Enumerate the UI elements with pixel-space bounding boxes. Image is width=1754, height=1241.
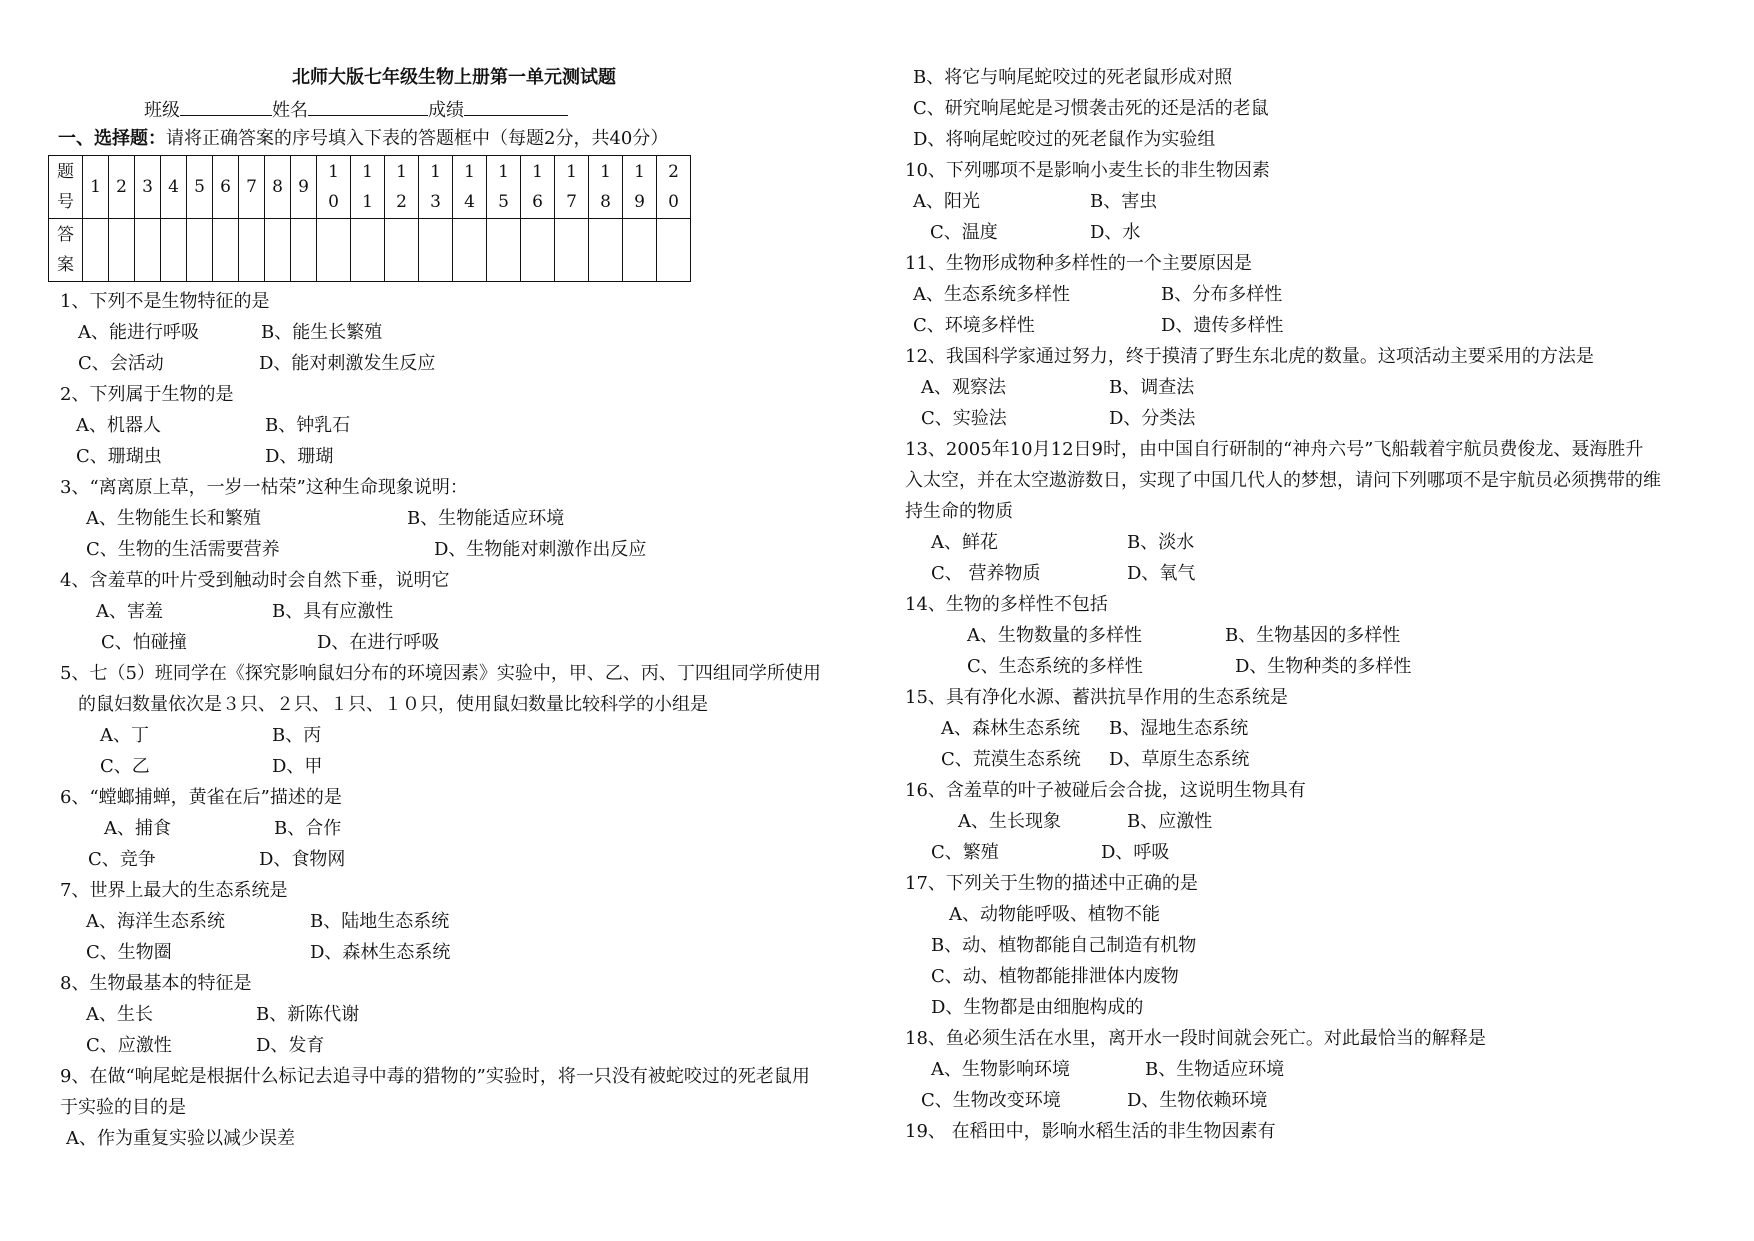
table-number-cell: 1 7 [555, 156, 589, 219]
score-label: 成绩 [428, 100, 464, 121]
option-text: C、荒漠生态系统 [941, 749, 1081, 770]
table-number-cell: 5 [187, 156, 213, 219]
option-text: D、生物种类的多样性 [1235, 656, 1412, 677]
option-text: B、合作 [274, 818, 342, 839]
option-text: C、生物的生活需要营养 [86, 539, 280, 560]
table-number-cell: 7 [239, 156, 265, 219]
table-number-cell: 9 [291, 156, 317, 219]
option-text: C、生态系统的多样性 [967, 656, 1143, 677]
option-text: D、能对刺激发生反应 [259, 353, 436, 374]
option-text: B、湿地生态系统 [1109, 718, 1249, 739]
section-instruction-text: 请将正确答案的序号填入下表的答题框中（每题2分，共40分） [166, 128, 669, 149]
student-info-row [144, 97, 568, 123]
section-instruction [58, 127, 668, 151]
option-text: A、生长现象 [958, 811, 1061, 832]
option-text: C、珊瑚虫 [76, 446, 162, 467]
answer-cell[interactable] [135, 219, 161, 282]
answer-cell[interactable] [623, 219, 657, 282]
table-number-cell: 1 8 [589, 156, 623, 219]
option-text: D、在进行呼吸 [317, 632, 440, 653]
answer-cell[interactable] [291, 219, 317, 282]
option-text: A、动物能呼吸、植物不能 [949, 904, 1160, 925]
table-number-cell: 1 0 [317, 156, 351, 219]
table-number-cell: 2 [109, 156, 135, 219]
option-text: D、森林生态系统 [310, 942, 451, 963]
option-text: B、丙 [272, 725, 322, 746]
option-text: C、环境多样性 [913, 315, 1035, 336]
option-text: A、海洋生态系统 [86, 911, 225, 932]
option-text: A、丁 [100, 725, 149, 746]
answer-cell[interactable] [317, 219, 351, 282]
answer-cell[interactable] [521, 219, 555, 282]
option-text: D、水 [1090, 222, 1141, 243]
option-text: B、陆地生态系统 [310, 911, 450, 932]
answer-cell[interactable] [351, 219, 385, 282]
class-field[interactable] [180, 97, 272, 116]
option-text: D、食物网 [259, 849, 346, 870]
option-text: D、生物依赖环境 [1127, 1090, 1268, 1111]
option-text: B、生物基因的多样性 [1225, 625, 1401, 646]
option-text: D、发育 [256, 1035, 325, 1056]
option-text: B、调查法 [1109, 377, 1195, 398]
answer-cell[interactable] [453, 219, 487, 282]
option-text: B、生物适应环境 [1145, 1059, 1285, 1080]
answer-cell[interactable] [109, 219, 135, 282]
name-field[interactable] [308, 97, 428, 116]
question-text: 17、下列关于生物的描述中正确的是 [905, 873, 1198, 894]
question-text: 入太空，并在太空遨游数日，实现了中国几代人的梦想，请问下列哪项不是宇航员必须携带的维 [905, 470, 1661, 491]
answer-cell[interactable] [555, 219, 589, 282]
question-text: 19、 在稻田中，影响水稻生活的非生物因素有 [905, 1121, 1276, 1142]
question-text: 16、含羞草的叶子被碰后会合拢，这说明生物具有 [905, 780, 1306, 801]
option-text: A、能进行呼吸 [78, 322, 199, 343]
answer-cell[interactable] [213, 219, 239, 282]
table-number-cell: 1 4 [453, 156, 487, 219]
option-text: A、生态系统多样性 [913, 284, 1070, 305]
question-text: 3、“离离原上草，一岁一枯荣”这种生命现象说明： [60, 477, 468, 498]
answer-table-answer-row [49, 219, 691, 282]
name-label: 姓名 [272, 100, 308, 121]
table-number-cell: 8 [265, 156, 291, 219]
option-text: D、草原生态系统 [1109, 749, 1250, 770]
option-text: C、动、植物都能排泄体内废物 [931, 966, 1179, 987]
answer-cell[interactable] [657, 219, 691, 282]
option-text: D、遗传多样性 [1161, 315, 1284, 336]
section-label: 一、选择题： [58, 128, 166, 149]
question-text: 6、“螳螂捕蝉，黄雀在后”描述的是 [60, 787, 342, 808]
answer-cell[interactable] [161, 219, 187, 282]
table-number-cell: 3 [135, 156, 161, 219]
question-text: 2、下列属于生物的是 [60, 384, 234, 405]
answer-cell[interactable] [83, 219, 109, 282]
question-text: 8、生物最基本的特征是 [60, 973, 252, 994]
question-text: 11、生物形成物种多样性的一个主要原因是 [905, 253, 1252, 274]
option-text: D、珊瑚 [265, 446, 334, 467]
answer-cell[interactable] [419, 219, 453, 282]
table-number-cell: 1 5 [487, 156, 521, 219]
option-text: D、氧气 [1127, 563, 1196, 584]
table-number-cell: 1 [83, 156, 109, 219]
option-text: C、怕碰撞 [101, 632, 187, 653]
table-number-cell: 1 9 [623, 156, 657, 219]
option-text: A、机器人 [76, 415, 161, 436]
option-text: C、生物圈 [86, 942, 172, 963]
question-text: 5、七（5）班同学在《探究影响鼠妇分布的环境因素》实验中，甲、乙、丙、丁四组同学所使用 [60, 663, 821, 684]
question-text: 18、鱼必须生活在水里，离开水一段时间就会死亡。对此最恰当的解释是 [905, 1028, 1486, 1049]
table-number-cell: 1 6 [521, 156, 555, 219]
option-text: D、生物能对刺激作出反应 [434, 539, 647, 560]
answer-cell[interactable] [265, 219, 291, 282]
option-text: A、生物影响环境 [931, 1059, 1070, 1080]
question-text: 9、在做“响尾蛇是根据什么标记去追寻中毒的猎物的”实验时，将一只没有被蛇咬过的死老鼠用 [60, 1066, 810, 1087]
option-text: B、分布多样性 [1161, 284, 1283, 305]
option-text: C、生物改变环境 [921, 1090, 1061, 1111]
answer-cell[interactable] [187, 219, 213, 282]
option-text: A、森林生态系统 [941, 718, 1080, 739]
option-text: C、会活动 [78, 353, 164, 374]
table-number-cell: 4 [161, 156, 187, 219]
option-text: C、 营养物质 [931, 563, 1041, 584]
question-text: 15、具有净化水源、蓄洪抗旱作用的生态系统是 [905, 687, 1288, 708]
option-text: A、捕食 [104, 818, 171, 839]
option-text: C、研究响尾蛇是习惯袭击死的还是活的老鼠 [913, 98, 1269, 119]
page-title: 北师大版七年级生物上册第一单元测试题 [292, 67, 616, 88]
option-text: A、生物能生长和繁殖 [86, 508, 261, 529]
option-text: A、鲜花 [931, 532, 998, 553]
table-number-cell: 2 0 [657, 156, 691, 219]
option-text: A、阳光 [913, 191, 980, 212]
option-text: B、将它与响尾蛇咬过的死老鼠形成对照 [913, 67, 1233, 88]
answer-cell[interactable] [589, 219, 623, 282]
option-text: A、生长 [86, 1004, 153, 1025]
question-text: 10、下列哪项不是影响小麦生长的非生物因素 [905, 160, 1270, 181]
question-text: 7、世界上最大的生态系统是 [60, 880, 288, 901]
option-text: B、新陈代谢 [256, 1004, 360, 1025]
option-text: C、乙 [100, 756, 150, 777]
answer-table-number-row [49, 156, 691, 219]
table-number-cell: 1 2 [385, 156, 419, 219]
option-text: B、淡水 [1127, 532, 1195, 553]
option-text: A、作为重复实验以减少误差 [66, 1128, 295, 1149]
question-text: 4、含羞草的叶片受到触动时会自然下垂，说明它 [60, 570, 450, 591]
table-number-cell: 1 1 [351, 156, 385, 219]
table-header-cell: 题 号 [49, 156, 83, 219]
option-text: D、甲 [272, 756, 323, 777]
question-text: 持生命的物质 [905, 501, 1013, 522]
answer-table [48, 155, 691, 282]
option-text: B、应激性 [1127, 811, 1213, 832]
option-text: D、呼吸 [1101, 842, 1170, 863]
option-text: A、害羞 [96, 601, 163, 622]
table-number-cell: 1 3 [419, 156, 453, 219]
answer-cell[interactable] [385, 219, 419, 282]
option-text: C、竞争 [88, 849, 156, 870]
question-text: 于实验的目的是 [60, 1097, 186, 1118]
option-text: B、生物能适应环境 [407, 508, 565, 529]
option-text: D、分类法 [1109, 408, 1196, 429]
option-text: A、生物数量的多样性 [967, 625, 1142, 646]
table-header-cell: 答 案 [49, 219, 83, 282]
question-text: 14、生物的多样性不包括 [905, 594, 1108, 615]
option-text: A、观察法 [921, 377, 1006, 398]
option-text: B、动、植物都能自己制造有机物 [931, 935, 1197, 956]
option-text: C、温度 [930, 222, 998, 243]
option-text: C、实验法 [921, 408, 1007, 429]
option-text: B、害虫 [1090, 191, 1158, 212]
answer-cell[interactable] [239, 219, 265, 282]
option-text: D、生物都是由细胞构成的 [931, 997, 1144, 1018]
answer-cell[interactable] [487, 219, 521, 282]
option-text: C、繁殖 [931, 842, 999, 863]
class-label: 班级 [144, 100, 180, 121]
question-text: 13、2005年10月12日9时，由中国自行研制的“神舟六号”飞船载着宇航员费俊龙、聂海胜升 [905, 439, 1644, 460]
option-text: B、钟乳石 [265, 415, 351, 436]
option-text: C、应激性 [86, 1035, 172, 1056]
option-text: B、具有应激性 [272, 601, 394, 622]
option-text: D、将响尾蛇咬过的死老鼠作为实验组 [913, 129, 1216, 150]
score-field[interactable] [464, 97, 568, 116]
question-text: 的鼠妇数量依次是３只、２只、１只、１０只，使用鼠妇数量比较科学的小组是 [78, 694, 708, 715]
option-text: B、能生长繁殖 [261, 322, 383, 343]
question-text: 12、我国科学家通过努力，终于摸清了野生东北虎的数量。这项活动主要采用的方法是 [905, 346, 1594, 367]
question-text: 1、下列不是生物特征的是 [60, 291, 270, 312]
table-number-cell: 6 [213, 156, 239, 219]
